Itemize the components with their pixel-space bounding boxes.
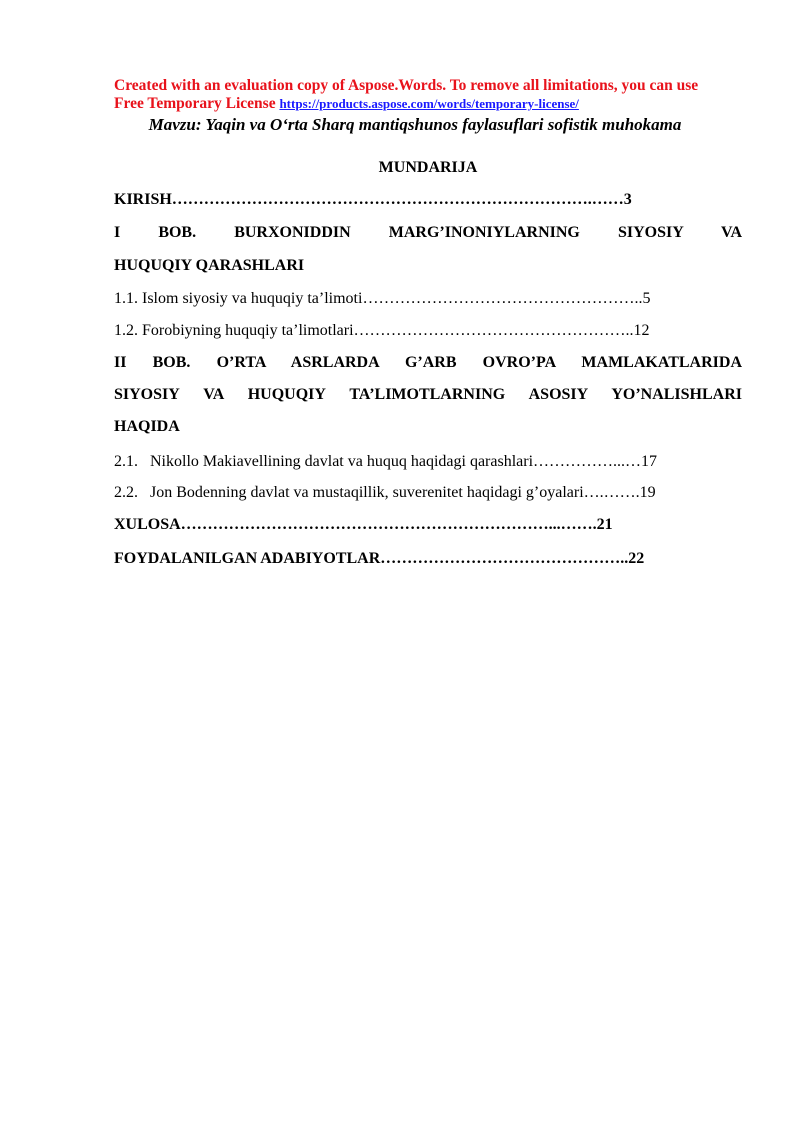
toc-entry-kirish: KIRISH…………………………………………………………………….……3 (114, 191, 632, 208)
toc-title: MUNDARIJA (378, 159, 478, 176)
document-subject: Mavzu: Yaqin va O‘rta Sharq mantiqshunos faylasuflari sofistik muhokama (148, 115, 682, 134)
toc-section-2-1 (114, 451, 742, 473)
toc-section-2-1-text: Nikollo Makiavellining davlat va huquq haqidagi qarashlari……………...…17 (150, 453, 658, 470)
toc-section-2-2-text: Jon Bodenning davlat va mustaqillik, suverenitet haqidagi g’oyalari….…….19 (150, 484, 656, 501)
toc-section-1-1: 1.1. Islom siyosiy va huquqiy ta’limoti……………………………………………..5 (114, 290, 651, 307)
toc-chapter1-line1: I BOB. BURXONIDDIN MARG’INONIYLARNING SIYOSIY VA (114, 224, 742, 241)
evaluation-notice (114, 77, 754, 113)
evaluation-notice-line2 (114, 95, 754, 113)
toc-section-2-1-number: 2.1. (114, 453, 138, 470)
toc-chapter2-line3: HAQIDA (114, 418, 180, 435)
toc-chapter1-line2: HUQUQIY QARASHLARI (114, 257, 305, 274)
toc-chapter2-line2: SIYOSIY VA HUQUQIY TA’LIMOTLARNING ASOSIY YO’NALISHLARI (114, 386, 742, 403)
toc-chapter2-line1: II BOB. O’RTA ASRLARDA G’ARB OVRO’PA MAMLAKATLARIDA (114, 354, 742, 371)
evaluation-notice-license-text: Free Temporary License (114, 95, 280, 112)
toc-section-1-2: 1.2. Forobiyning huquqiy ta’limotlari……………………………………………..12 (114, 322, 650, 339)
toc-section-2-2-number: 2.2. (114, 484, 138, 501)
toc-entry-adabiyotlar: FOYDALANILGAN ADABIYOTLAR………………………………………..22 (114, 550, 645, 567)
toc-entry-xulosa: XULOSA……………………………………………………………...…….21 (114, 516, 613, 533)
toc-section-2-2 (114, 482, 742, 504)
evaluation-notice-line1: Created with an evaluation copy of Aspose.Words. To remove all limitations, you can use (114, 77, 699, 94)
temporary-license-link[interactable]: https://products.aspose.com/words/temporary-license/ (279, 96, 579, 111)
